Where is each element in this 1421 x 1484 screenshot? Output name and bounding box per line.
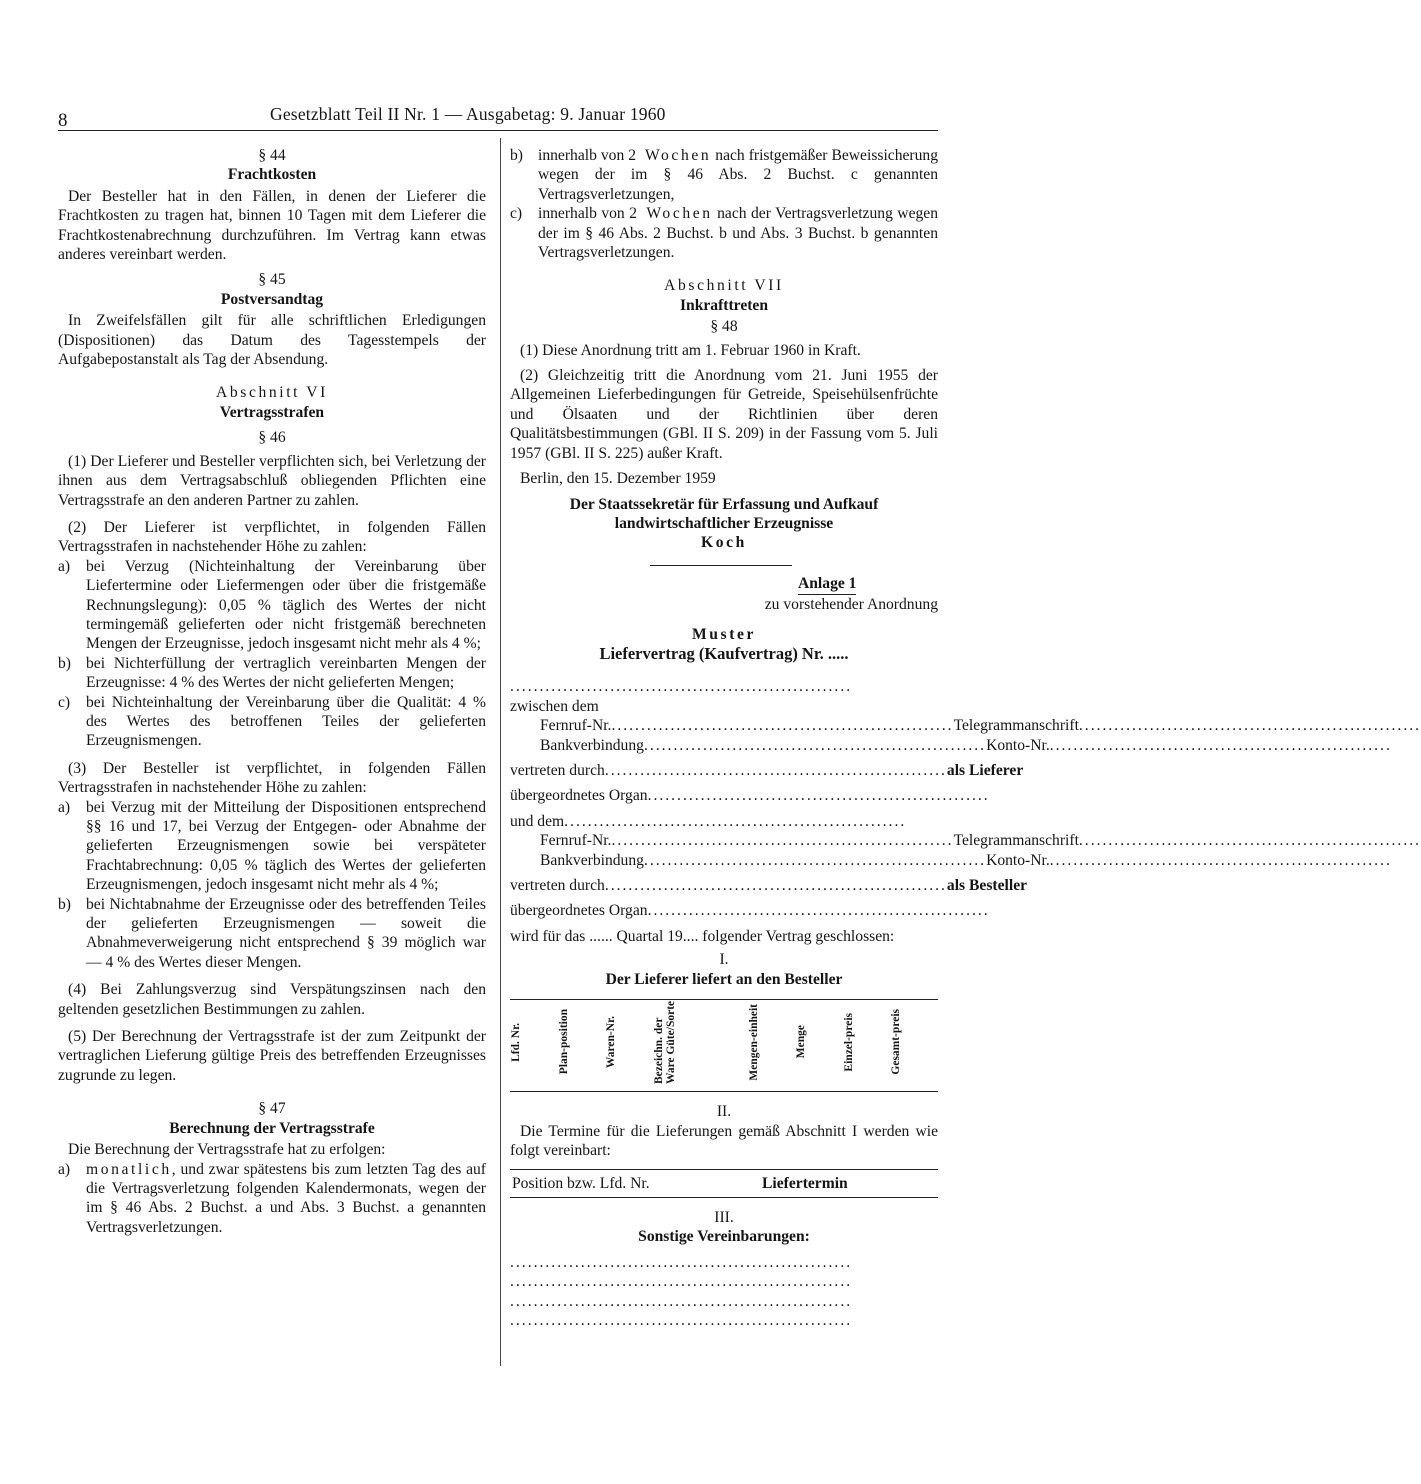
- terms-table-header: [510, 1169, 938, 1198]
- form-blank: ..........................................................: [611, 832, 954, 850]
- column-header: [558, 1000, 606, 1092]
- column-header-text: Bezeichn. der Ware Güte/Sorte: [652, 1000, 677, 1085]
- form-row: [510, 697, 938, 716]
- form-blank: ..........................................................: [604, 877, 947, 894]
- section-title: Postversandtag: [220, 290, 324, 308]
- list-label: b): [58, 895, 71, 913]
- paragraph: (1) Der Lieferer und Besteller verpflichten sich, bei Verletzung der ihnen aus dem Vertragsabschluß obliegenden Pflichten eine Vertragsstrafe an den anderen Partner zu zahlen.: [58, 452, 486, 509]
- column-header: [510, 1000, 558, 1092]
- list-label: c): [58, 693, 71, 711]
- list-label: a): [58, 557, 71, 575]
- form-section-number: I.: [719, 951, 729, 969]
- section-number: § 45: [258, 271, 286, 289]
- form-blank: ..........................................................: [647, 787, 990, 805]
- section-number: § 46: [258, 429, 286, 447]
- form-blank: ..........................................................: [643, 851, 987, 869]
- list-item: [58, 557, 486, 654]
- list-text-rest: , und zwar spätestens bis zum letzten Tag des auf die Vertragsverletzung folgenden Kalendermonats, wegen der im § 46 Abs. 2 Buchst. a und Abs. 3 Buchst. a genannten Vertragsverletzungen.: [86, 1160, 486, 1236]
- right-column: [510, 146, 1421, 1331]
- paragraph: (2) Gleichzeitig tritt die Anordnung vom 21. Juni 1955 der Allgemeinen Lieferbedingungen für Getreide, Speisehülsenfrüchte und Ölsaaten und der Richtlinien über deren Qualitätsbestimmungen (GBl. II S. 209) in der Fassung vom 5. Juli 1957 (GBl. II S. 225) außer Kraft.: [510, 367, 938, 462]
- form-row: [510, 851, 1392, 870]
- list-label: b): [510, 147, 523, 164]
- chapter-title: Inkrafttreten: [679, 296, 769, 314]
- form-blank-line: ..........................................................: [510, 678, 853, 696]
- page-number: 8: [58, 110, 68, 131]
- list-text: bei Nichterfüllung der vertraglich vereinbarten Mengen der Erzeugnisse: 4 % des Wertes der nicht gelieferten Mengen;: [86, 654, 486, 692]
- list-text-pre: innerhalb von: [538, 147, 629, 164]
- annex-subtitle: zu vorstehender Anordnung: [764, 596, 938, 614]
- form-row: [510, 831, 1421, 850]
- list-item: [58, 693, 486, 751]
- list-text: bei Nichtabnahme der Erzeugnisse oder des betreffenden Teiles der gelieferten Erzeugnismengen — soweit die Abnahmeverweigerung nicht entsprechend § 39 möglich war — 4 % des Wertes dieser Mengen.: [86, 895, 486, 971]
- form-blank: ..........................................................: [1049, 851, 1392, 869]
- section-title: Frachtkosten: [227, 166, 317, 184]
- form-section-title: Der Lieferer liefert an den Besteller: [605, 970, 843, 988]
- form-section-number: II.: [716, 1103, 732, 1121]
- form-label: Muster: [691, 625, 757, 643]
- form-section-title: Sonstige Vereinbarungen:: [638, 1228, 810, 1246]
- list-text: [538, 204, 938, 262]
- list-item: [58, 1160, 486, 1238]
- form-label-text: vertreten durch: [510, 877, 605, 894]
- form-row: [510, 901, 990, 920]
- emphasis: 2 Wochen: [629, 205, 713, 223]
- left-column: [58, 146, 486, 1237]
- list-text: [86, 1160, 486, 1238]
- section-number: § 48: [710, 318, 738, 336]
- column-header: [843, 1000, 891, 1092]
- form-blank: ..........................................................: [611, 717, 954, 735]
- signature-title: Der Staatssekretär für Erfassung und Aufkauf: [569, 495, 879, 513]
- list-text: [538, 146, 938, 204]
- list-item: [58, 654, 486, 693]
- column-header: Position bzw. Lfd. Nr.: [512, 1174, 650, 1192]
- chapter-label: Abschnitt VI: [216, 384, 328, 402]
- form-label-text: Bankverbindung: [540, 851, 644, 869]
- form-row: [510, 786, 990, 805]
- column-header-text: Menge: [795, 1025, 808, 1059]
- emphasis: 2 Wochen: [628, 147, 712, 164]
- form-row: [510, 876, 1028, 895]
- form-blank: ..........................................................: [604, 761, 947, 779]
- form-blank-line: ..........................................................: [510, 1292, 853, 1310]
- form-sentence: wird für das ...... Quartal 19.... folgender Vertrag geschlossen:: [510, 927, 895, 945]
- form-label-text: übergeordnetes Organ: [510, 787, 648, 805]
- form-label-text: Bankverbindung: [540, 736, 644, 754]
- form-row: [510, 812, 938, 831]
- form-label-text: Konto-Nr.: [986, 736, 1050, 754]
- form-blank: ..........................................................: [647, 902, 990, 920]
- form-label-text: zwischen dem: [510, 697, 599, 715]
- paragraph: Der Besteller hat in den Fällen, in denen der Lieferer die Frachtkosten zu tragen hat, binnen 10 Tagen mit dem Lieferer die Frachtkostenabrechnung durchzuführen. Im Vertrag kann etwas anderes vereinbart werden.: [58, 187, 486, 264]
- column-header-text: Plan-position: [557, 1009, 570, 1075]
- list-text-pre: innerhalb von: [538, 205, 630, 223]
- section-number: § 44: [258, 147, 286, 164]
- signatory-name: Koch: [701, 534, 747, 552]
- paragraph: (5) Der Berechnung der Vertragsstrafe ist der zum Zeitpunkt der vertraglichen Lieferung gültige Preis des betreffenden Erzeugnisses zugrunde zu legen.: [58, 1028, 486, 1084]
- list-text: bei Verzug mit der Mitteilung der Dispositionen entsprechend §§ 16 und 17, bei Verzug der Entgegen- oder Abnahme der gelieferten Erzeugnismengen sowie bei verspäteter Frachtabrechnung: 0,05 % täglich des Wertes der gelieferten Erzeugnismengen, jedoch insgesamt nicht mehr als 4 %;: [86, 798, 486, 894]
- delivery-table: [510, 999, 938, 1092]
- date-line: Berlin, den 15. Dezember 1959: [520, 470, 716, 488]
- emphasis: monatlich: [86, 1160, 172, 1178]
- column-header: [795, 1000, 843, 1092]
- form-role: als Lieferer: [946, 761, 1024, 779]
- form-row: [510, 716, 1421, 735]
- form-row: [510, 736, 1392, 755]
- form-blank-line: ..........................................................: [510, 1253, 853, 1271]
- list-text-rest: nach der Vertragsverletzung wegen der im § 46 Abs. 2 Buchst. b und Abs. 3 Buchst. b genannten Vertragsverletzungen.: [538, 205, 939, 262]
- form-title: Liefervertrag (Kaufvertrag) Nr. .....: [599, 643, 849, 663]
- list-text: bei Verzug (Nichteinhaltung der Vereinbarung über Liefertermine oder Liefermengen oder über die fristgemäße Rechnungslegung): 0,05 % täglich des Wertes der nicht termingemäß gelieferten oder nicht fristgemäß berechneten Mengen der Erzeugnisse, jedoch insgesamt nicht mehr als 4 %;: [86, 557, 486, 653]
- form-blank: ..........................................................: [643, 736, 987, 754]
- form-blank: ..........................................................: [1078, 832, 1421, 850]
- list-text: bei Nichteinhaltung der Vereinbarung über die Qualität: 4 % des Wertes des betroffenen Teiles der gelieferten Erzeugnismengen.: [86, 693, 486, 750]
- form-row: [510, 761, 1024, 780]
- publication-title: Gesetzblatt Teil II Nr. 1 — Ausgabetag: 9. Januar 1960: [270, 104, 666, 124]
- column-header-text: Einzel-preis: [842, 1012, 855, 1072]
- paragraph: (4) Bei Zahlungsverzug sind Verspätungszinsen nach den geltenden gesetzlichen Bestimmungen zu zahlen.: [58, 981, 486, 1018]
- paragraph: (1) Diese Anordnung tritt am 1. Februar 1960 in Kraft.: [520, 341, 861, 359]
- form-blank: ..........................................................: [564, 812, 907, 830]
- form-blank: ..........................................................: [1049, 736, 1392, 754]
- column-header-text: Waren-Nr.: [605, 1015, 618, 1069]
- form-role: als Besteller: [946, 877, 1028, 894]
- annex-title: Anlage 1: [798, 574, 856, 595]
- list-item: [58, 895, 486, 973]
- list-label: a): [58, 1160, 71, 1178]
- section-title: Berechnung der Vertragsstrafe: [169, 1119, 375, 1137]
- form-label-text: vertreten durch: [510, 761, 605, 779]
- column-header-text: Gesamt-preis: [890, 1009, 903, 1075]
- form-label-text: und dem: [510, 812, 565, 830]
- column-header: Liefertermin: [762, 1174, 848, 1192]
- page-header: [58, 102, 938, 131]
- form-label-text: übergeordnetes Organ: [510, 902, 648, 920]
- form-label-text: Fernruf-Nr.: [540, 717, 612, 735]
- form-label-text: Fernruf-Nr.: [540, 832, 612, 850]
- form-section-number: III.: [714, 1209, 734, 1227]
- form-label-text: Telegrammanschrift: [953, 832, 1079, 850]
- section-number: § 47: [258, 1100, 286, 1118]
- column-header-text: Lfd. Nr.: [510, 1022, 522, 1062]
- column-header: [653, 1000, 748, 1092]
- list-label: b): [58, 654, 71, 672]
- column-header: [605, 1000, 653, 1092]
- form-sentence: Die Termine für die Lieferungen gemäß Abschnitt I werden wie folgt vereinbart:: [510, 1122, 938, 1160]
- signature-title-2: landwirtschaftlicher Erzeugnisse: [614, 514, 834, 532]
- paragraph: Die Berechnung der Vertragsstrafe hat zu erfolgen:: [68, 1141, 386, 1159]
- list-text-rest: nach fristgemäßer Beweissicherung wegen der im § 46 Abs. 2 Buchst. c genannten Vertragsverletzungen,: [538, 147, 939, 203]
- paragraph: In Zweifelsfällen gilt für alle schriftlichen Erledigungen (Dispositionen) das Datum des Tagesstempels der Aufgabepostanstalt als Tag der Absendung.: [58, 312, 486, 369]
- list-label: a): [58, 798, 71, 816]
- chapter-title: Vertragsstrafen: [219, 403, 325, 421]
- column-divider: [500, 138, 501, 1366]
- column-header-text: Mengen-einheit: [747, 1003, 760, 1081]
- form-blank-line: ..........................................................: [510, 1312, 853, 1330]
- column-header: [748, 1000, 796, 1092]
- table-header-row: [510, 1000, 938, 1092]
- paragraph: (2) Der Lieferer ist verpflichtet, in folgenden Fällen Vertragsstrafen in nachstehender Höhe zu zahlen:: [58, 518, 486, 556]
- column-header: [890, 1000, 938, 1092]
- form-label-text: Konto-Nr.: [986, 851, 1050, 869]
- list-item: [58, 798, 486, 895]
- chapter-label: Abschnitt VII: [664, 277, 784, 295]
- form-blank-line: ..........................................................: [510, 1273, 853, 1291]
- list-item: [510, 146, 938, 204]
- list-label: c): [510, 205, 523, 223]
- form-blank: ..........................................................: [1078, 717, 1421, 735]
- list-item: [510, 204, 938, 262]
- form-label-text: Telegrammanschrift: [953, 717, 1079, 735]
- paragraph: (3) Der Besteller ist verpflichtet, in folgenden Fällen Vertragsstrafen in nachstehender Höhe zu zahlen:: [58, 759, 486, 797]
